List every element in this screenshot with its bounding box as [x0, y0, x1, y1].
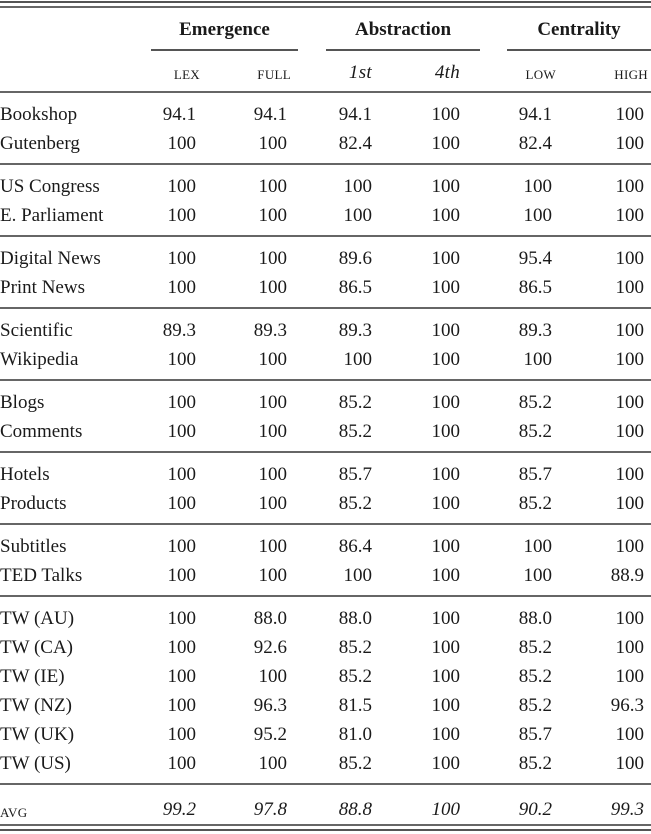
- table-cell: 100: [431, 421, 460, 442]
- table-cell: 100: [431, 133, 460, 154]
- table-cell: 100: [167, 565, 196, 586]
- table-cell: 85.7: [338, 464, 372, 485]
- group-header: Centrality: [537, 19, 621, 40]
- group-underline: [326, 49, 480, 51]
- table-cell: 100: [258, 392, 287, 413]
- table-cell: 92.6: [253, 637, 287, 658]
- table-cell: 89.3: [162, 320, 196, 341]
- group-underline: [507, 49, 651, 51]
- section-rule: [0, 379, 651, 381]
- table-cell: 100: [431, 753, 460, 774]
- row-label: TW (AU): [0, 608, 75, 629]
- table-cell: 100: [431, 277, 460, 298]
- row-label: TW (US): [0, 753, 71, 774]
- table-cell: 89.3: [253, 320, 287, 341]
- table-cell: 82.4: [518, 133, 552, 154]
- table-cell: 100: [615, 205, 644, 226]
- table-cell: 100: [615, 176, 644, 197]
- section-rule: [0, 595, 651, 597]
- table-cell: 100: [343, 349, 372, 370]
- table-cell: 81.0: [338, 724, 372, 745]
- table-cell: 100: [615, 464, 644, 485]
- table-cell: 96.3: [610, 695, 644, 716]
- row-label: Hotels: [0, 464, 50, 485]
- table-cell: 100: [258, 666, 287, 687]
- table-cell: 100: [431, 205, 460, 226]
- table-cell: 100: [167, 277, 196, 298]
- table-cell: 100: [615, 320, 644, 341]
- table-cell: 100: [343, 565, 372, 586]
- table-cell: 100: [431, 392, 460, 413]
- table-cell: 85.2: [338, 666, 372, 687]
- table-cell: 95.4: [518, 248, 552, 269]
- row-label: Wikipedia: [0, 349, 79, 370]
- column-header: 1st: [348, 62, 372, 83]
- table-cell: 100: [167, 248, 196, 269]
- table-cell: 100: [615, 349, 644, 370]
- table-cell: 100: [258, 349, 287, 370]
- table-cell: 100: [167, 464, 196, 485]
- table-cell: 100: [258, 248, 287, 269]
- table-cell: 100: [167, 205, 196, 226]
- table-cell: 100: [431, 464, 460, 485]
- row-label: Blogs: [0, 392, 45, 413]
- table-cell: 100: [258, 565, 287, 586]
- avg-cell: 99.3: [610, 799, 644, 820]
- row-label: US Congress: [0, 176, 100, 197]
- table-cell: 88.0: [338, 608, 372, 629]
- table-cell: 100: [615, 104, 644, 125]
- table-cell: 100: [258, 176, 287, 197]
- section-rule: [0, 235, 651, 237]
- table-cell: 100: [431, 320, 460, 341]
- table-cell: 100: [167, 536, 196, 557]
- table-cell: 96.3: [253, 695, 287, 716]
- table-cell: 85.2: [338, 753, 372, 774]
- table-cell: 85.7: [518, 464, 552, 485]
- table-cell: 100: [258, 536, 287, 557]
- table-cell: 88.0: [253, 608, 287, 629]
- table-cell: 100: [167, 349, 196, 370]
- table-cell: 86.4: [338, 536, 372, 557]
- table-cell: 100: [615, 248, 644, 269]
- table-cell: 100: [523, 205, 552, 226]
- section-rule: [0, 163, 651, 165]
- table-cell: 86.5: [518, 277, 552, 298]
- table-cell: 100: [431, 493, 460, 514]
- table-cell: 100: [258, 421, 287, 442]
- table-cell: 85.2: [338, 493, 372, 514]
- table-cell: 100: [343, 176, 372, 197]
- table-cell: 94.1: [253, 104, 287, 125]
- table-cell: 100: [431, 637, 460, 658]
- table-cell: 100: [258, 277, 287, 298]
- table-cell: 85.2: [518, 637, 552, 658]
- row-label: Comments: [0, 421, 83, 442]
- table-cell: 100: [431, 724, 460, 745]
- group-header: Abstraction: [354, 19, 452, 40]
- table-cell: 100: [167, 421, 196, 442]
- table-cell: 100: [431, 536, 460, 557]
- table-cell: 100: [167, 133, 196, 154]
- table-cell: 100: [431, 349, 460, 370]
- table-cell: 82.4: [338, 133, 372, 154]
- table-cell: 100: [431, 608, 460, 629]
- top-rule: [0, 1, 651, 3]
- group-header: Emergence: [179, 19, 270, 40]
- table-cell: 89.3: [338, 320, 372, 341]
- header-rule: [0, 91, 651, 93]
- column-header: FULL: [257, 67, 291, 82]
- table-cell: 100: [523, 349, 552, 370]
- section-rule: [0, 451, 651, 453]
- row-label: E. Parliament: [0, 205, 104, 226]
- bottom-rule: [0, 829, 651, 831]
- table-cell: 88.0: [518, 608, 552, 629]
- table-cell: 100: [523, 536, 552, 557]
- section-rule: [0, 523, 651, 525]
- table-cell: 100: [258, 133, 287, 154]
- table-cell: 100: [615, 637, 644, 658]
- table-cell: 100: [431, 565, 460, 586]
- row-label: Bookshop: [0, 104, 78, 125]
- table-cell: 100: [167, 392, 196, 413]
- table-cell: 85.2: [338, 421, 372, 442]
- row-label: TW (UK): [0, 724, 75, 745]
- column-header: LOW: [525, 67, 556, 82]
- table-cell: 100: [615, 493, 644, 514]
- row-label: Digital News: [0, 248, 101, 269]
- section-rule: [0, 307, 651, 309]
- section-rule: [0, 783, 651, 785]
- table-cell: 95.2: [253, 724, 287, 745]
- table-cell: 100: [615, 421, 644, 442]
- table-cell: 100: [167, 695, 196, 716]
- table-cell: 85.2: [518, 695, 552, 716]
- table-cell: 100: [258, 464, 287, 485]
- avg-row-label: AVG: [0, 805, 28, 820]
- table-cell: 85.2: [518, 666, 552, 687]
- table-cell: 100: [167, 724, 196, 745]
- table-cell: 94.1: [162, 104, 196, 125]
- avg-cell: 99.2: [162, 799, 196, 820]
- table-cell: 100: [615, 536, 644, 557]
- table-cell: 100: [258, 493, 287, 514]
- table-cell: 100: [167, 176, 196, 197]
- table-cell: 100: [523, 565, 552, 586]
- top-rule-inner: [0, 6, 651, 8]
- column-header: LEX: [173, 67, 200, 82]
- avg-cell: 97.8: [253, 799, 287, 820]
- table-cell: 100: [431, 104, 460, 125]
- table-cell: 100: [431, 248, 460, 269]
- table-cell: 85.2: [338, 637, 372, 658]
- table-cell: 100: [258, 205, 287, 226]
- table-cell: 94.1: [518, 104, 552, 125]
- table-cell: 85.2: [518, 421, 552, 442]
- table-cell: 100: [343, 205, 372, 226]
- table-cell: 85.2: [338, 392, 372, 413]
- table-cell: 89.6: [338, 248, 372, 269]
- bottom-rule-inner: [0, 824, 651, 826]
- table-cell: 100: [615, 392, 644, 413]
- table-cell: 100: [615, 608, 644, 629]
- table-cell: 94.1: [338, 104, 372, 125]
- table-cell: 100: [431, 666, 460, 687]
- table-cell: 100: [258, 753, 287, 774]
- row-label: TW (NZ): [0, 695, 72, 716]
- row-label: TW (CA): [0, 637, 73, 658]
- table-cell: 100: [431, 176, 460, 197]
- row-label: TED Talks: [0, 565, 83, 586]
- table-cell: 85.2: [518, 493, 552, 514]
- table-cell: 100: [615, 277, 644, 298]
- table-cell: 86.5: [338, 277, 372, 298]
- table-cell: 85.7: [518, 724, 552, 745]
- table-cell: 100: [523, 176, 552, 197]
- table-cell: 89.3: [518, 320, 552, 341]
- column-header: HIGH: [614, 67, 648, 82]
- table-cell: 100: [615, 753, 644, 774]
- avg-cell: 88.8: [338, 799, 372, 820]
- avg-cell: 100: [431, 799, 460, 820]
- row-label: TW (IE): [0, 666, 65, 687]
- table-cell: 100: [431, 695, 460, 716]
- table-cell: 100: [167, 608, 196, 629]
- row-label: Subtitles: [0, 536, 67, 557]
- table-cell: 100: [615, 133, 644, 154]
- table-cell: 100: [167, 637, 196, 658]
- table-cell: 88.9: [610, 565, 644, 586]
- row-label: Products: [0, 493, 67, 514]
- group-underline: [151, 49, 298, 51]
- column-header: 4th: [434, 62, 460, 83]
- table-cell: 81.5: [338, 695, 372, 716]
- table-cell: 100: [167, 666, 196, 687]
- row-label: Print News: [0, 277, 85, 298]
- table-cell: 100: [167, 493, 196, 514]
- table-cell: 100: [167, 753, 196, 774]
- avg-cell: 90.2: [518, 799, 552, 820]
- row-label: Scientific: [0, 320, 73, 341]
- row-label: Gutenberg: [0, 133, 80, 154]
- table-cell: 100: [615, 666, 644, 687]
- table-cell: 85.2: [518, 392, 552, 413]
- table-cell: 85.2: [518, 753, 552, 774]
- table-cell: 100: [615, 724, 644, 745]
